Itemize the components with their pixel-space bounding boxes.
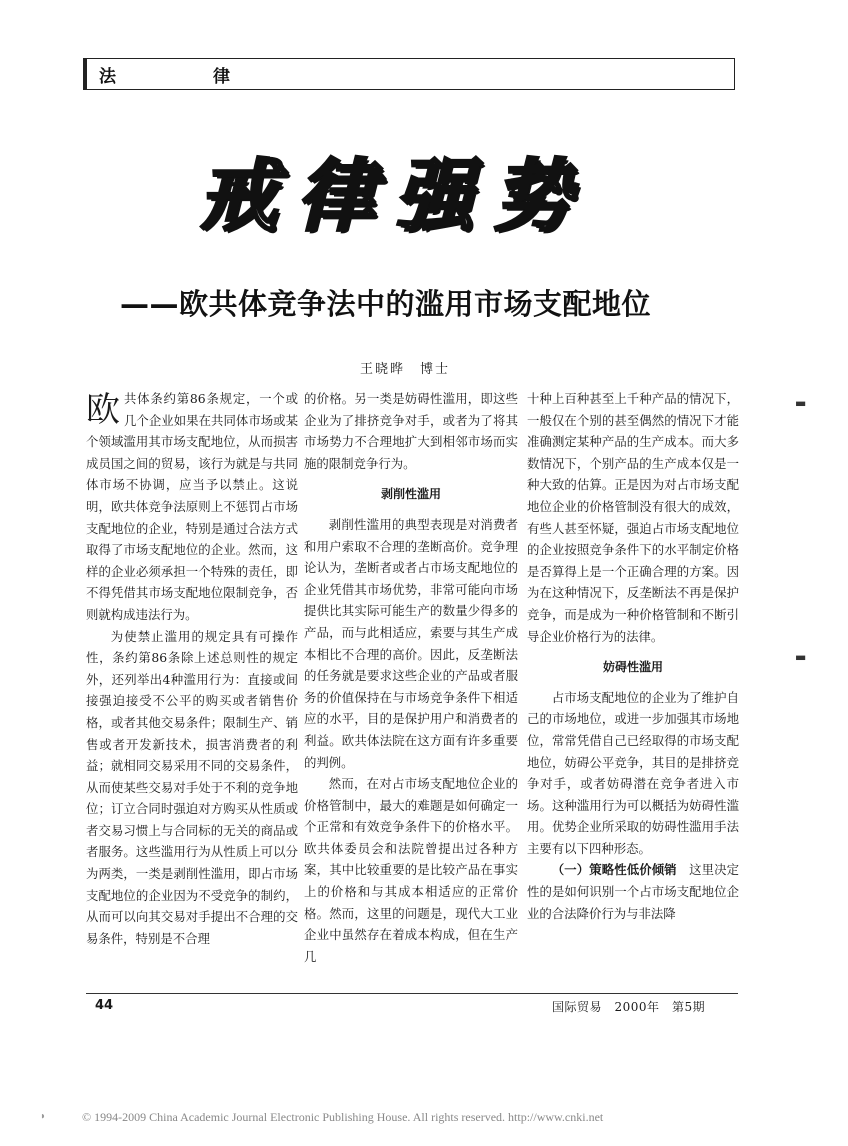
paragraph <box>527 859 739 924</box>
drop-cap: 欧 <box>86 390 120 430</box>
page-number: 44 <box>95 998 114 1013</box>
column-1 <box>86 388 298 949</box>
subheading: 剥削性滥用 <box>380 487 441 502</box>
section-header-box <box>83 58 735 90</box>
column-2 <box>304 388 518 967</box>
copyright-text: © 1994-2009 China Academic Journal Electronic Publishing House. All rights reserved. http://www.cnki.net <box>82 1110 604 1124</box>
paragraph <box>86 388 298 626</box>
subheading: 妨碍性滥用 <box>602 660 663 675</box>
paragraph: 然而，在对占市场支配地位企业的价格管制中，最大的难题是如何确定一个正常和有效竞争条件下的价格水平。欧共体委员会和法院曾提出过各种方案，其中比较重要的是比较产品在事实上的价格和与其成本相适应的正常价格。然而，这里的问题是，现代大工业企业中虽然存在着成本构成，但在生产几 <box>304 776 518 964</box>
scan-mark: ▬ <box>795 650 807 664</box>
footer-rule <box>86 993 738 994</box>
copyright-footer <box>40 1110 603 1125</box>
cnki-logo-icon: ◗ <box>40 1111 47 1123</box>
paragraph: 剥削性滥用的典型表现是对消费者和用户索取不合理的垄断高价。竞争理论认为，垄断者或者占市场支配地位的企业凭借其市场优势，非常可能向市场提供比其实际可能生产的数量少得多的产品，而与此相适应，索要与其生产成本相比不合理的高价。因此，反垄断法的任务就是要求这些企业的产品或者服务的价值保持在与市场竞争条件下相适应的水平，目的是保护用户和消费者的利益。欧共体法院在这方面有许多重要的判例。 <box>304 516 518 770</box>
journal-info: 国际贸易 2000年 第5期 <box>552 1000 706 1014</box>
section-label: 法 律 <box>99 67 270 87</box>
paragraph: 为使禁止滥用的规定具有可操作性，条约第86条除上述总则性的规定外，还列举出4种滥用行为：直接或间接强迫接受不公平的购买或者销售价格，或者其他交易条件；限制生产、销售或者开发新技术，损害消费者的利益；就相同交易采用不同的交易条件，从而使某些交易对手处于不利的竞争地位；订立合同时强迫对方购买从性质或者交易习惯上与合同标的无关的商品或者服务。这些滥用行为从性质上可以分为两类，一类是剥削性滥用，即占市场支配地位的企业因为不受竞争的制约，从而可以向其交易对手提出不合理的交易条件，特别是不合理 <box>86 628 298 946</box>
column-3 <box>527 388 739 924</box>
paragraph-text: 这里决定性的是如何识别一个占市场支配地位企业的合法降价行为与非法降 <box>527 862 740 921</box>
paragraph: 十种上百种甚至上千种产品的情况下，一般仅在个别的甚至偶然的情况下才能准确测定某种产品的生产成本。而大多数情况下，个别产品的生产成本仅是一种大致的估算。正是因为对占市场支配地位企业的价格管制没有很大的成效，有些人甚至怀疑，强迫占市场支配地位的企业按照竞争条件下的水平制定价格是否算得上是一个正确合理的方案。因为在这种情况下，反垄断法不再是保护竞争，而是成为一种价格管制和不断引导企业价格行为的法律。 <box>527 391 739 644</box>
bold-lead-text: （一）策略性低价倾销 <box>551 862 677 878</box>
paragraph-text: 共体条约第86条规定，一个或几个企业如果在共同体市场或某个领域滥用其市场支配地位，从而损害成员国之间的贸易，该行为就是与共同体市场不协调，应当予以禁止。这说明，欧共体竞争法原则上不惩罚占市场支配地位的企业，特别是通过合法方式取得了市场支配地位的企业。然而，这样的企业必须承担一个特殊的责任，即不得凭借其市场支配地位限制竞争，否则就构成违法行为。 <box>86 391 298 622</box>
article-subtitle: ——欧共体竞争法中的滥用市场支配地位 <box>120 287 652 321</box>
paragraph: 的价格。另一类是妨碍性滥用，即这些企业为了排挤竞争对手，或者为了将其市场势力不合理地扩大到相邻市场而实施的限制竞争行为。 <box>304 391 518 471</box>
scan-mark: ▬ <box>795 396 807 410</box>
article-title: 戒律强势 <box>198 152 591 242</box>
paragraph: 占市场支配地位的企业为了维护自己的市场地位，或进一步加强其市场地位，常常凭借自己已经取得的市场支配地位，妨碍公平竞争，其目的是排挤竞争对手，或者妨碍潜在竞争者进入市场。这种滥用行为可以概括为妨碍性滥用。优势企业所采取的妨碍性滥用手法主要有以下四种形态。 <box>527 689 739 856</box>
author-line: 王晓晔 博士 <box>360 362 451 377</box>
